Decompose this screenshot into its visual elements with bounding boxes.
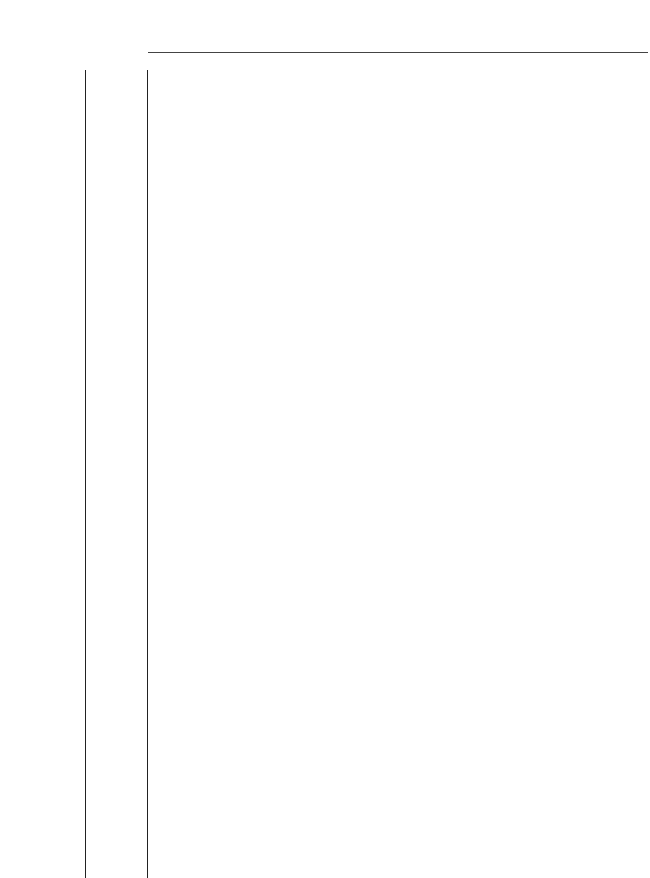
column-rule-date: [85, 70, 86, 878]
regesta-body: [0, 52, 650, 878]
column-rule-place: [147, 70, 148, 878]
section-rule: [148, 52, 648, 53]
page-header: [0, 0, 650, 40]
